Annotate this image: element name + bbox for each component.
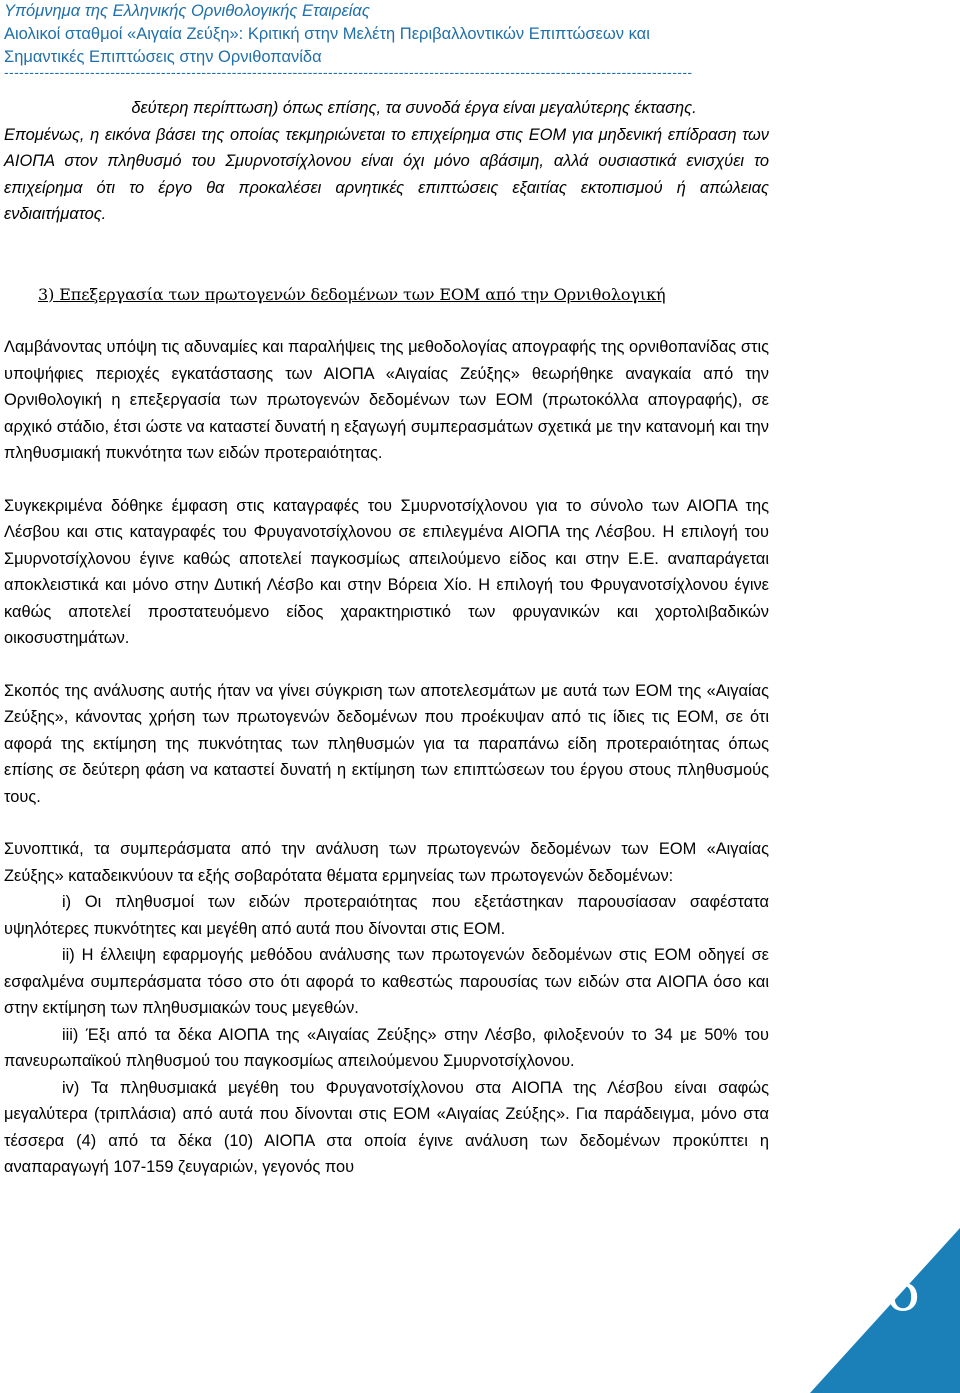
paragraph-1: Λαμβάνοντας υπόψη τις αδυναμίες και παραλήψεις της μεθοδολογίας απογραφής της ορνιθοπανίδας στις υποψήφιες περιοχές εγκατάστασης των ΑΙΟΠΑ «Αιγαίας Ζεύξης» θεωρήθηκε αναγκαία από την Ορνιθολογική η επεξεργασία των πρωτογενών δεδομένων των ΕΟΜ (πρωτοκόλλα απογραφής), σε αρχικό στάδιο, έτσι ώστε να καταστεί δυνατή η εξαγωγή συμπερασμάτων σχετικά με την κατανομή και την πληθυσμιακή πυκνότητα των ειδών προτεραιότητας. — [4, 338, 769, 462]
intro-italic-line: δεύτερη περίπτωση) όπως επίσης, τα συνοδά έργα είναι μεγαλύτερης έκτασης. — [131, 99, 697, 117]
page-number: 16 — [847, 1256, 921, 1324]
page-header — [4, 0, 956, 79]
list-item-text: iv) Τα πληθυσμιακά μεγέθη του Φρυγανοτσίχλονου στα ΑΙΟΠΑ της Λέσβου είναι σαφώς μεγαλύτερα (τριπλάσια) από αυτά που δίνονται στις ΕΟΜ «Αιγαίας Ζεύξης». Για παράδειγμα, μόνο στα τέσσερα (4) από τα δέκα (10) ΑΙΟΠΑ στα οποία έγινε ανάλυση των δεδομένων προκύπτει η αναπαραγωγή 107-159 ζευγαριών, γεγονός που — [4, 1078, 769, 1176]
document-body — [4, 95, 769, 1181]
paragraph-3: Σκοπός της ανάλυσης αυτής ήταν να γίνει σύγκριση των αποτελεσμάτων με αυτά των ΕΟΜ της «Αιγαίας Ζεύξης», κάνοντας χρήση των πρωτογενών δεδομένων που προέκυψαν από τις ίδιες τις ΕΟΜ, σε ότι αφορά της εκτίμηση της πυκνότητας των πληθυσμών για τα παραπάνω είδη προτεραιότητας όπως επίσης σε δεύτερη φάση να καταστεί δυνατή η εκτίμηση των επιπτώσεων του έργου στους πληθυσμούς τους. — [4, 681, 769, 806]
list-item — [4, 1022, 769, 1075]
header-title: Υπόμνημα της Ελληνικής Ορνιθολογικής Εταιρείας — [4, 2, 370, 20]
list-item — [4, 889, 769, 942]
section-heading: 3) Επεξεργασία των πρωτογενών δεδομένων των ΕΟΜ από την Ορνιθολογική — [38, 284, 666, 304]
header-subtitle-line2: Σημαντικές Επιπτώσεις στην Ορνιθοπανίδα — [4, 48, 322, 66]
list-item — [4, 1075, 769, 1181]
list-item — [4, 942, 769, 1022]
paragraph-2: Συγκεκριμένα δόθηκε έμφαση στις καταγραφές του Σμυρνοτσίχλονου για το σύνολο των ΑΙΟΠΑ της Λέσβου και στις καταγραφές του Φρυγανοτσίχλονου σε επιλεγμένα ΑΙΟΠΑ της Λέσβου. Η επιλογή του Σμυρνοτσίχλονου έγινε καθώς αποτελεί παγκοσμίως απειλούμενο είδος και στην Ε.Ε. αναπαράγεται αποκλειστικά και μόνο στην Δυτική Λέσβο και στην Βόρεια Χίο. Η επιλογή του Φρυγανοτσίχλονου έγινε καθώς αποτελεί προστατευόμενο είδος χαρακτηριστικό των φρυγανικών και χορτολιβαδικών οικοσυστημάτων. — [4, 496, 769, 647]
list-item-text: i) Οι πληθυσμοί των ειδών προτεραιότητας που εξετάστηκαν παρουσίασαν σαφέστατα υψηλότερες πυκνότητες και μεγέθη από αυτά που δίνονται στις ΕΟΜ. — [4, 893, 769, 938]
header-subtitle-line1: Αιολικοί σταθμοί «Αιγαία Ζεύξη»: Κριτική στην Μελέτη Περιβαλλοντικών Επιπτώσεων και — [4, 25, 650, 43]
paragraph-4: Συνοπτικά, τα συμπεράσματα από την ανάλυση των πρωτογενών δεδομένων των ΕΟΜ «Αιγαίας Ζεύξης» καταδεικνύουν τα εξής σοβαρότατα θέματα ερμηνείας των πρωτογενών δεδομένων: — [4, 840, 769, 885]
list-item-text: ii) Η έλλειψη εφαρμογής μεθόδου ανάλυσης των πρωτογενών δεδομένων στις ΕΟΜ οδηγεί σε εσφαλμένα συμπεράσματα τόσο στο ότι αφορά το καθεστώς παρουσίας των ειδών στα ΑΙΟΠΑ όσο και στην εκτίμηση των πληθυσμιακών τους μεγεθών. — [4, 946, 769, 1017]
header-separator: ---------------------------------------------------------------------------------------------------------------------------------------- — [4, 65, 693, 79]
list-item-text: iii) Έξι από τα δέκα ΑΙΟΠΑ της «Αιγαίας Ζεύξης» στην Λέσβο, φιλοξενούν το 34 με 50% του πανευρωπαϊκού πληθυσμού του παγκοσμίως απειλούμενου Σμυρνοτσίχλονου. — [4, 1025, 769, 1070]
intro-paragraph: Επομένως, η εικόνα βάσει της οποίας τεκμηριώνεται το επιχείρημα στις ΕΟΜ για μηδενική επίδραση των ΑΙΟΠΑ στον πληθυσμό του Σμυρνοτσίχλονου είναι όχι μόνο αβάσιμη, αλλά ουσιαστικά ενισχύει το επιχείρημα ότι το έργο θα προκαλέσει αρνητικές επιπτώσεις εξαιτίας εκτοπισμού ή απώλειας ενδιαιτήματος. — [4, 125, 769, 223]
